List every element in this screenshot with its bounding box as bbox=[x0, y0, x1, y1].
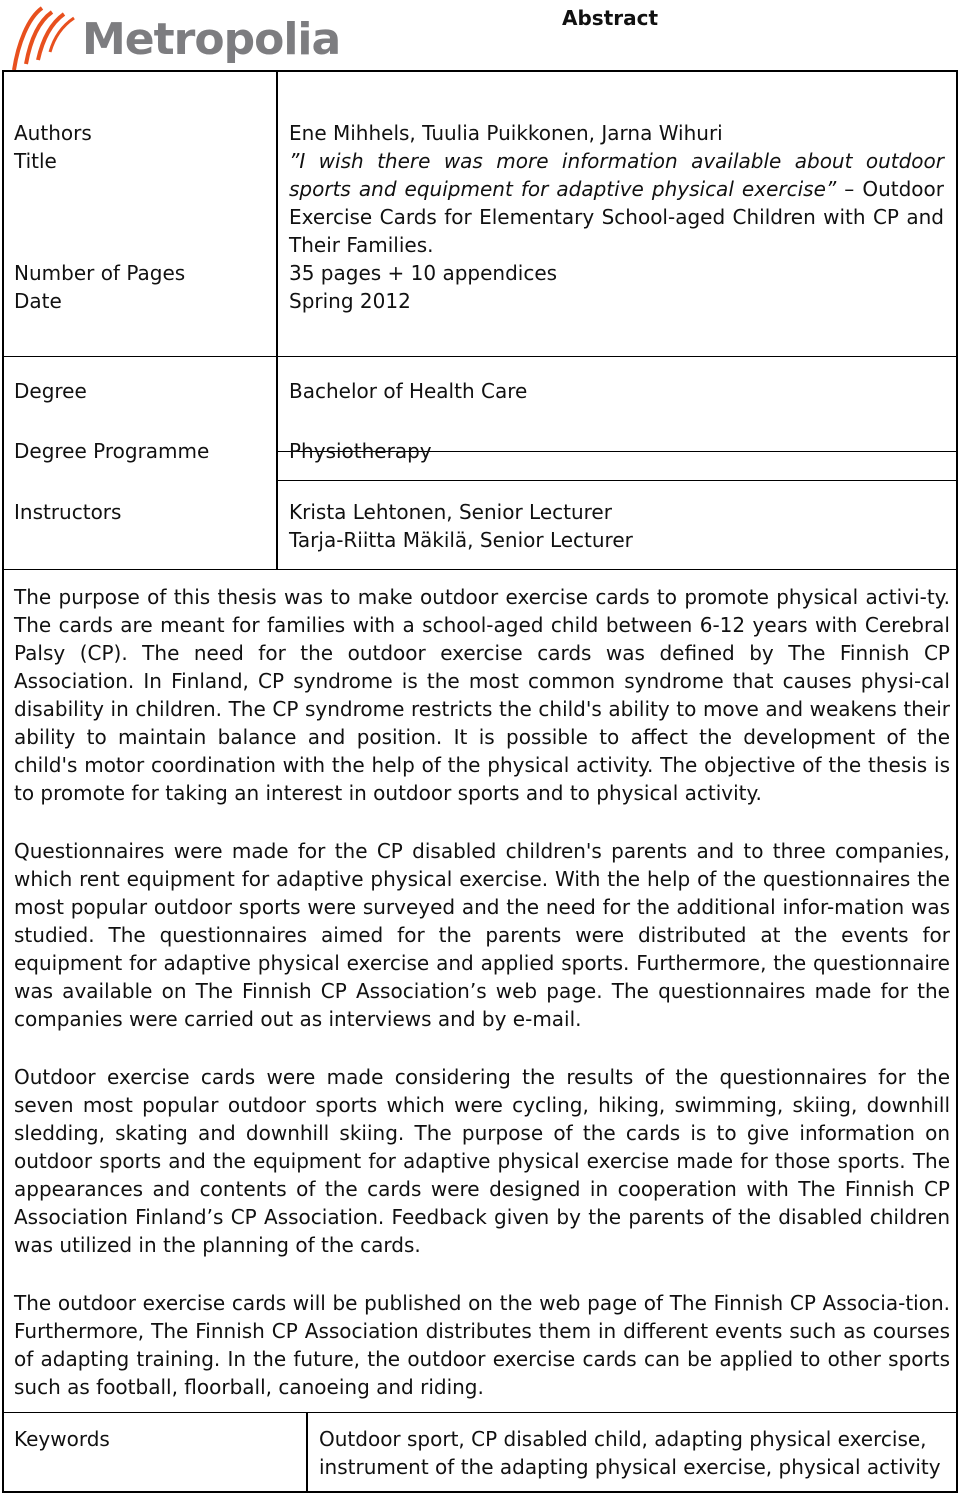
authors-label: Authors bbox=[14, 121, 92, 145]
logo-swoosh-icon bbox=[8, 4, 78, 70]
abstract-table bbox=[2, 70, 958, 1493]
instructors-row bbox=[276, 480, 956, 481]
authors-value: Ene Mihhels, Tuulia Puikkonen, Jarna Wihuri bbox=[289, 121, 723, 145]
logo-wordmark: Metropolia bbox=[82, 14, 341, 65]
abstract-paragraph-3: Outdoor exercise cards were made considering the results of the questionnaires for the seven most popular outdoor sports which were cycling, hiking, swimming, skiing, downhill sledding, skating and downhill skiing. The purpose of the cards is to give information on outdoor sports and the equipment for adaptive physical exercise made for those sports. The appearances and contents of the cards were designed in cooperation with The Finnish CP Association Finland’s CP Association. Feedback given by the parents of the disabled children was utilized in the planning of the cards. bbox=[14, 1065, 950, 1257]
metropolia-logo bbox=[8, 4, 341, 70]
instructor-2: Tarja-Riitta Mäkilä, Senior Lecturer bbox=[289, 528, 633, 552]
title-value bbox=[289, 147, 944, 259]
instructors-label: Instructors bbox=[14, 500, 122, 524]
title-italic: ”I wish there was more information available about outdoor sports and equipment for adaptive physical exercise” bbox=[289, 149, 944, 201]
abstract-paragraph-1: The purpose of this thesis was to make outdoor exercise cards to promote physical activi-ty. The cards are meant for families with a school-aged child between 6-12 years with Cerebral Palsy (CP). The need for the outdoor exercise cards was defined by The Finnish CP Association. In Finland, CP syndrome is the most common syndrome that causes physi-cal disability in children. The CP syndrome restricts the child's ability to move and weakens their ability to maintain balance and position. It is possible to affect the development of the child's motor coordination with the help of the physical activity. The objective of the thesis is to promote for taking an interest in outdoor sports and to physical activity. bbox=[14, 585, 950, 805]
date-value: Spring 2012 bbox=[289, 289, 411, 313]
keywords-row bbox=[4, 1412, 956, 1413]
body-row bbox=[4, 569, 956, 570]
page-heading: Abstract bbox=[562, 6, 659, 30]
title-rest: – Outdoor Exercise Cards for Elementary School-aged Children with CP and Their Families. bbox=[289, 177, 944, 257]
pages-value: 35 pages + 10 appendices bbox=[289, 261, 558, 285]
keywords-label: Keywords bbox=[14, 1427, 110, 1451]
date-label: Date bbox=[14, 289, 62, 313]
column-divider-keywords bbox=[306, 1412, 308, 1493]
column-divider-top bbox=[276, 72, 278, 570]
abstract-paragraph-2: Questionnaires were made for the CP disabled children's parents and to three companies, which rent equipment for adaptive physical exercise. With the help of the questionnaires the most popular outdoor sports were surveyed and the need for the additional infor-mation was studied. The questionnaires aimed for the parents were distributed at the events for equipment for adaptive physical exercise and applied sports. Furthermore, the questionnaire was available on The Finnish CP Association’s web page. The questionnaires made for the companies were carried out as interviews and by e-mail. bbox=[14, 839, 950, 1031]
degree-value: Bachelor of Health Care bbox=[289, 379, 528, 403]
title-label: Title bbox=[14, 149, 57, 173]
programme-label: Degree Programme bbox=[14, 439, 210, 463]
keywords-value: Outdoor sport, CP disabled child, adapting physical exercise, instrument of the adapting physical exercise, physical activity bbox=[319, 1427, 941, 1479]
pages-label: Number of Pages bbox=[14, 261, 186, 285]
instructor-1: Krista Lehtonen, Senior Lecturer bbox=[289, 500, 612, 524]
abstract-paragraph-4: The outdoor exercise cards will be published on the web page of The Finnish CP Associa-tion. Furthermore, The Finnish CP Association distributes them in different events such as courses of adapting training. In the future, the outdoor exercise cards can be applied to other sports such as football, floorball, canoeing and riding. bbox=[14, 1291, 950, 1399]
programme-value: Physiotherapy bbox=[289, 439, 432, 463]
degree-label: Degree bbox=[14, 379, 87, 403]
